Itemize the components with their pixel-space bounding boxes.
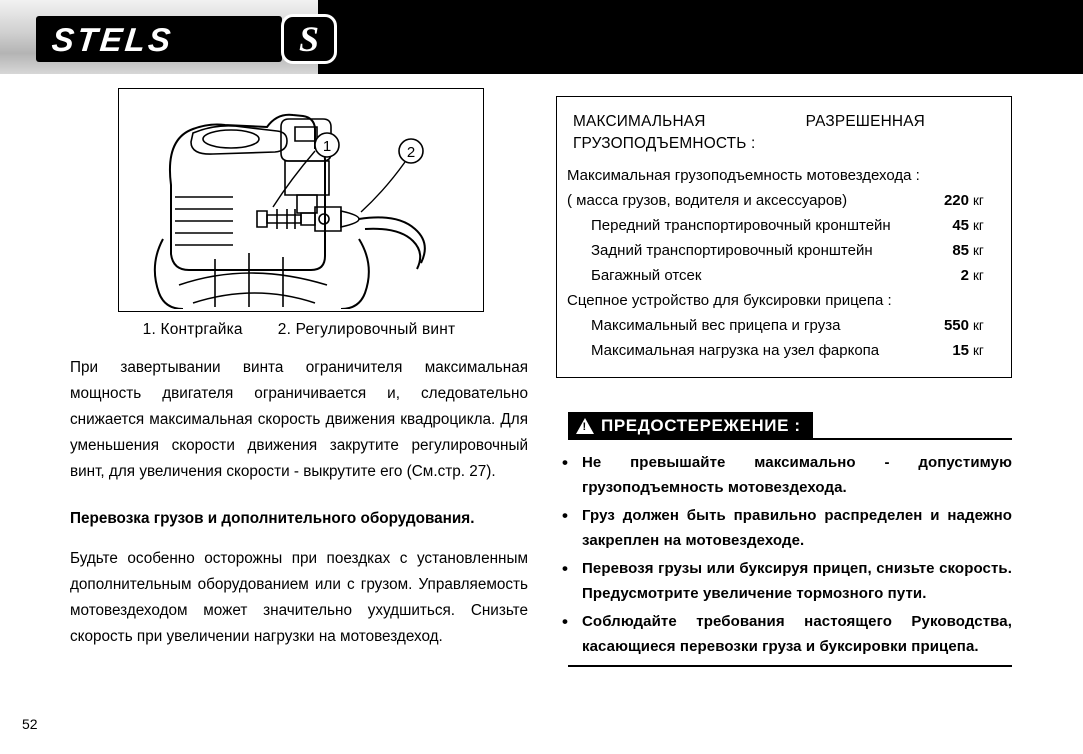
capacity-row-unit: кг: [973, 268, 984, 283]
capacity-row-value: 550: [943, 317, 969, 334]
capacity-intro-unit: кг: [973, 193, 984, 208]
capacity-row-rear-rack: [567, 238, 999, 263]
svg-text:1: 1: [322, 138, 332, 155]
capacity-row-label: Передний транспортировочный кронштейн: [591, 217, 891, 234]
capacity-row-hitch-load: [567, 338, 999, 363]
figure-caption: [70, 321, 528, 339]
warning-list: [556, 450, 1012, 659]
warning-triangle-icon: [576, 418, 594, 434]
warning-banner: [568, 412, 813, 440]
warning-item: • Перевозя грузы или буксируя прицеп, снизьте скорость. Предусмотрите увеличение тормозного пути.: [556, 556, 1012, 606]
warning-item: • Соблюдайте требования настоящего Руководства, касающиеся перевозки груза и буксировки прицепа.: [556, 609, 1012, 659]
header-black-band: [318, 0, 1083, 74]
capacity-intro-label-2: ( масса грузов, водителя и аксессуаров): [567, 192, 848, 209]
page-header: [0, 0, 1083, 74]
capacity-row-storage: [567, 263, 999, 288]
warning-banner-label: ПРЕДОСТЕРЕЖЕНИЕ :: [601, 416, 801, 435]
subheading-cargo-transport: Перевозка грузов и дополнительного оборудования.: [70, 510, 475, 527]
capacity-row-label: Максимальный вес прицепа и груза: [591, 317, 841, 334]
right-column: [556, 96, 1014, 667]
capacity-row-label: Максимальная нагрузка на узел фаркопа: [591, 342, 880, 359]
logo-badge-letter: S: [298, 19, 320, 59]
capacity-title-word-1: МАКСИМАЛЬНАЯ: [573, 113, 706, 130]
max-load-capacity-box: [556, 96, 1012, 378]
capacity-row-value: 2: [960, 267, 969, 284]
capacity-intro-line-1: [567, 163, 999, 188]
capacity-row-trailer-weight: [567, 313, 999, 338]
capacity-row-unit: кг: [973, 243, 984, 258]
figure-throttle-limiter: [118, 88, 484, 312]
capacity-title-word-2: РАЗРЕШЕННАЯ: [805, 113, 925, 130]
capacity-title-line-2: ГРУЗОПОДЪЕМНОСТЬ :: [573, 135, 756, 152]
warning-item: • Не превышайте максимально - допустимую грузоподъемность мотовездехода.: [556, 450, 1012, 500]
warning-block: [556, 412, 1012, 667]
capacity-row-label: Багажный отсек: [591, 267, 702, 284]
warning-bottom-rule: [568, 665, 1012, 667]
figure-caption-item-1: 1. Контргайка: [142, 321, 243, 338]
paragraph-throttle-limiter: При завертывании винта ограничителя максимальная мощность двигателя ограничивается и, следовательно снижается максимальная скорость движения квадроцикла. Для уменьшения скорости движения закрутите регулировочный винт, для увеличения скорости - выкрутите его (См.стр. 27).: [70, 359, 528, 480]
figure-callout-2: [361, 139, 423, 212]
capacity-tow-title: [567, 288, 999, 313]
page-number: 52: [22, 716, 38, 732]
warning-header: [556, 412, 1012, 440]
left-column: [70, 88, 528, 650]
capacity-row-label: Задний транспортировочный кронштейн: [591, 242, 873, 259]
figure-illustration: [119, 89, 481, 309]
capacity-row-unit: кг: [973, 318, 984, 333]
capacity-row-value: 15: [952, 342, 969, 359]
capacity-row-value: 85: [952, 242, 969, 259]
warning-item: • Груз должен быть правильно распределен и надежно закреплен на мотовездеходе.: [556, 503, 1012, 553]
capacity-intro-label-1: Максимальная грузоподъемность мотовездехода :: [567, 167, 920, 184]
figure-caption-item-2: 2. Регулировочный винт: [277, 321, 456, 338]
capacity-row-unit: кг: [973, 218, 984, 233]
paragraph-cargo-caution: Будьте особенно осторожны при поездках с установленным дополнительным оборудованием или с грузом. Управляемость мотовездеходом может значительно ухудшиться. Снизьте скорость при увеличении нагрузки на мотовездеход.: [70, 550, 528, 645]
svg-text:2: 2: [406, 144, 416, 161]
capacity-title: [567, 111, 999, 155]
logo-wordmark: STELS: [50, 21, 176, 58]
logo-badge-icon: [281, 14, 337, 64]
capacity-intro-line-2: [567, 188, 999, 213]
capacity-row-unit: кг: [973, 343, 984, 358]
capacity-row-front-rack: [567, 213, 999, 238]
capacity-row-value: 45: [952, 217, 969, 234]
capacity-intro-value: 220: [943, 192, 969, 209]
brand-logo: [36, 16, 336, 62]
capacity-tow-title-label: Сцепное устройство для буксировки прицепа :: [567, 292, 892, 309]
